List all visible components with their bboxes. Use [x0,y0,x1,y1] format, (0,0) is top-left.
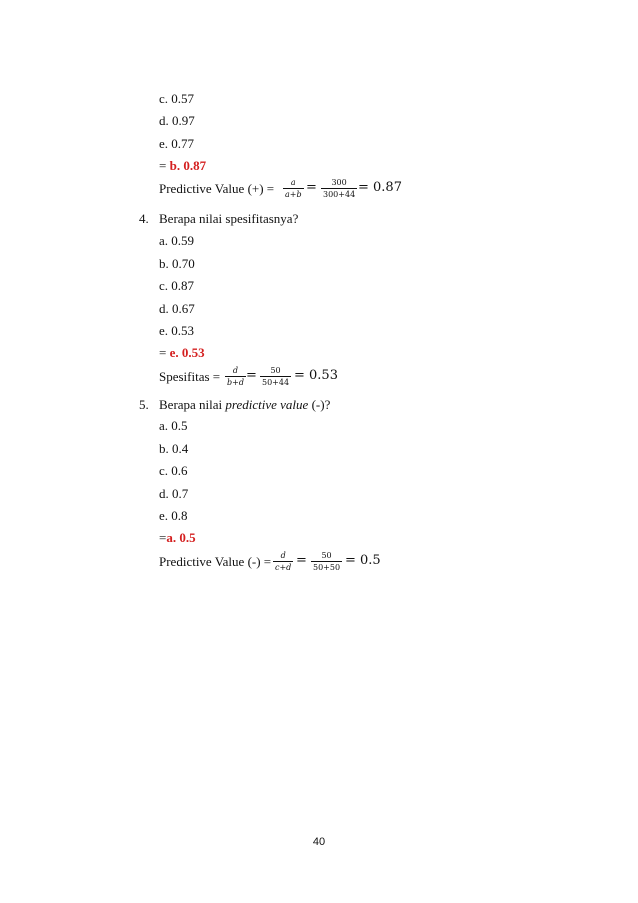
q4-frac2-denominator: 50+44 [262,378,290,387]
q4-equals: = [246,368,257,383]
page-number: 40 [312,836,326,848]
q5-frac2-denominator: 50+50 [313,563,341,572]
q4-option-a: a. 0.59 [159,233,195,248]
q3-option-c: c. 0.57 [159,91,195,106]
q3-answer: b. 0.87 [169,158,207,173]
q5-text-after: (-)? [308,397,331,412]
q5-answer-line [159,530,196,546]
q4-answer-line [159,345,205,361]
q4-number: 4. [139,211,149,226]
q4-result: = 0.53 [294,368,338,383]
q3-frac1-numerator: a [290,178,296,187]
q4-fraction-numeric [260,365,291,388]
q3-result: = 0.87 [358,180,402,195]
q5-answer-prefix: = [159,530,167,545]
q4-option-d: d. 0.67 [159,301,195,316]
q3-formula-label: Predictive Value (+) = [159,181,275,196]
q3-option-e: e. 0.77 [159,136,195,151]
q4-option-e: e. 0.53 [159,323,195,338]
q5-number: 5. [139,397,149,412]
q5-fraction-numeric [311,550,342,573]
q5-frac1-denominator: c+d [275,563,292,572]
q5-option-b: b. 0.4 [159,441,189,456]
q3-frac1-denominator: a+b [285,190,302,199]
q3-frac2-numerator: 300 [331,178,347,187]
q3-fraction-numeric [321,177,357,200]
q3-option-d: d. 0.97 [159,113,195,128]
q5-option-e: e. 0.8 [159,508,188,523]
q5-text-italic: predictive value [225,397,309,412]
q5-fraction-symbolic [273,550,293,573]
q5-text [159,397,330,413]
q3-frac2-denominator: 300+44 [323,190,356,199]
q4-formula-label: Spesifitas = [159,369,221,384]
q5-result: = 0.5 [345,553,381,568]
q4-option-c: c. 0.87 [159,278,195,293]
q5-option-c: c. 0.6 [159,463,188,478]
q3-equals: = [306,180,317,195]
q5-option-a: a. 0.5 [159,418,188,433]
q4-frac1-numerator: d [232,366,239,375]
q5-answer: a. 0.5 [166,530,196,545]
q3-answer-prefix: = [159,158,170,173]
q4-answer-prefix: = [159,345,170,360]
q4-option-b: b. 0.70 [159,256,195,271]
q3-answer-line [159,158,206,174]
q4-frac2-numerator: 50 [270,366,281,375]
q5-equals: = [296,553,307,568]
q5-formula-label: Predictive Value (-) = [159,554,272,569]
q4-frac1-denominator: b+d [227,378,244,387]
q5-frac2-numerator: 50 [321,551,332,560]
q4-text: Berapa nilai spesifitasnya? [159,211,299,226]
q3-fraction-symbolic [283,177,304,200]
q4-fraction-symbolic [225,365,246,388]
q5-frac1-numerator: d [280,551,286,560]
q5-option-d: d. 0.7 [159,486,189,501]
q4-answer: e. 0.53 [169,345,205,360]
q5-text-before: Berapa nilai [159,397,226,412]
